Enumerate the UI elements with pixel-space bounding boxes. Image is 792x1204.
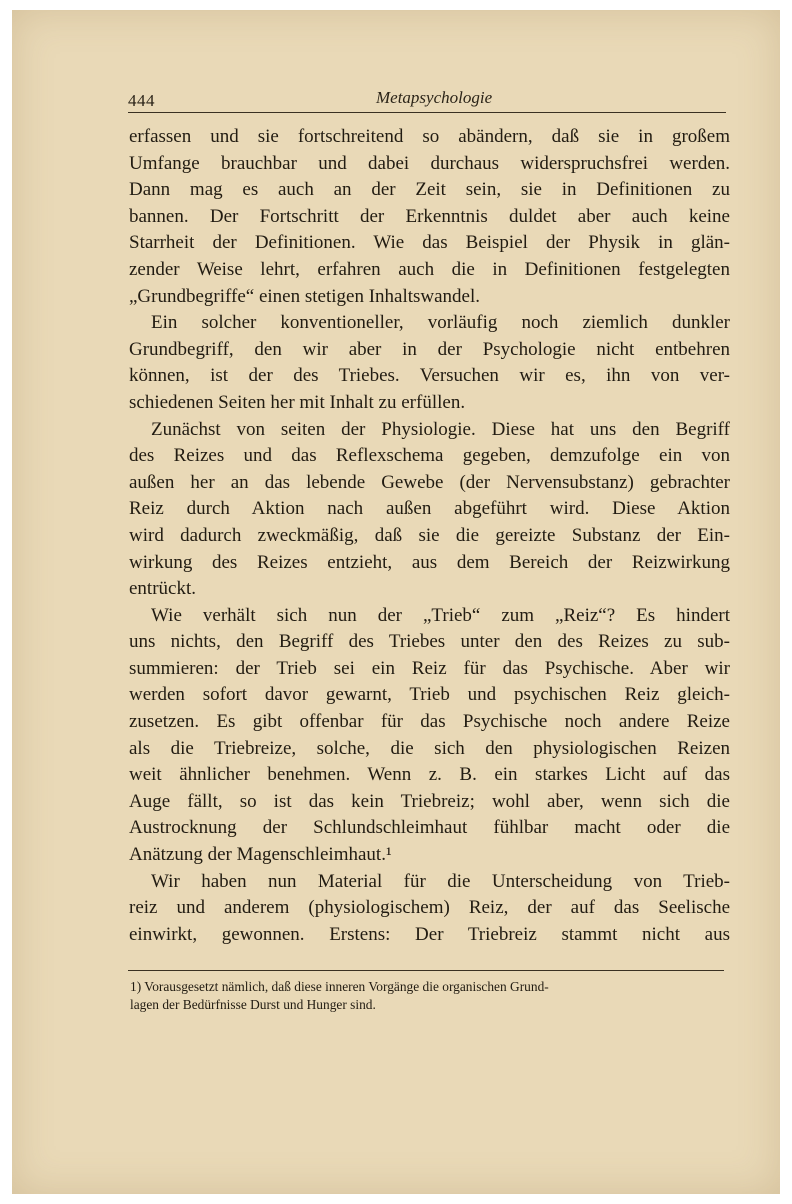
text-line: reiz und anderem (physiologischem) Reiz, der auf das Seelische [129, 897, 730, 919]
page-number: 444 [128, 91, 155, 110]
text-line: wirkung des Reizes entzieht, aus dem Bereich der Reizwirkung [129, 551, 730, 573]
text-line: schiedenen Seiten her mit Inhalt zu erfüllen. [129, 391, 466, 413]
text-line: außen her an das lebende Gewebe (der Nervensubstanz) gebrachter [129, 471, 730, 493]
text-line: Zunächst von seiten der Physiologie. Diese hat uns den Begriff [151, 418, 730, 440]
text-line: als die Triebreize, solche, die sich den physiologischen Reizen [129, 737, 730, 759]
text-line: Ein solcher konventioneller, vorläufig noch ziemlich dunkler [151, 312, 730, 334]
footnote-line: lagen der Bedürfnisse Durst und Hunger sind. [130, 997, 376, 1012]
text-line: Grundbegriff, den wir aber in der Psychologie nicht entbehren [129, 338, 730, 360]
footnote-line: 1) Vorausgesetzt nämlich, daß diese inneren Vorgänge die organischen Grund- [130, 979, 549, 994]
text-line: Auge fällt, so ist das kein Triebreiz; wohl aber, wenn sich die [129, 790, 730, 812]
text-line: Starrheit der Definitionen. Wie das Beispiel der Physik in glän- [129, 232, 730, 254]
text-line: Reiz durch Aktion nach außen abgeführt wird. Diese Aktion [129, 498, 730, 520]
footnote [130, 978, 726, 1014]
text-line: Wie verhält sich nun der „Trieb“ zum „Reiz“? Es hindert [151, 604, 730, 626]
body-text [129, 124, 730, 948]
text-line: des Reizes und das Reflexschema gegeben, demzufolge ein von [129, 445, 730, 467]
text-line: können, ist der des Triebes. Versuchen wir es, ihn von ver- [129, 365, 730, 387]
text-line: summieren: der Trieb sei ein Reiz für das Psychische. Aber wir [129, 657, 730, 679]
running-title: Metapsychologie [376, 88, 493, 107]
page-header [128, 88, 728, 112]
text-line: einwirkt, gewonnen. Erstens: Der Triebreiz stammt nicht aus [129, 923, 730, 945]
text-line: Anätzung der Magenschleimhaut.¹ [129, 844, 392, 866]
text-line: bannen. Der Fortschritt der Erkenntnis duldet aber auch keine [129, 205, 730, 227]
text-line: zender Weise lehrt, erfahren auch die in Definitionen festgelegten [129, 258, 730, 280]
text-line: zusetzen. Es gibt offenbar für das Psychische noch andere Reize [129, 711, 730, 733]
header-rule [128, 112, 726, 113]
text-line: erfassen und sie fortschreitend so abändern, daß sie in großem [129, 126, 730, 147]
text-line: Dann mag es auch an der Zeit sein, sie in Definitionen zu [129, 179, 730, 201]
text-line: Umfange brauchbar und dabei durchaus widerspruchsfrei werden. [129, 152, 730, 174]
text-line: „Grundbegriffe“ einen stetigen Inhaltswandel. [129, 285, 481, 307]
text-line: weit ähnlicher benehmen. Wenn z. B. ein starkes Licht auf das [129, 764, 730, 786]
text-line: Austrocknung der Schlundschleimhaut fühlbar macht oder die [129, 817, 730, 839]
text-line: uns nichts, den Begriff des Triebes unter den des Reizes zu sub- [129, 631, 730, 653]
footnote-rule [128, 970, 724, 971]
text-line: wird dadurch zweckmäßig, daß sie die gereizte Substanz der Ein- [129, 524, 730, 546]
text-line: entrückt. [129, 578, 197, 600]
text-line: werden sofort davor gewarnt, Trieb und psychischen Reiz gleich- [129, 684, 730, 706]
text-line: Wir haben nun Material für die Unterscheidung von Trieb- [151, 870, 730, 892]
